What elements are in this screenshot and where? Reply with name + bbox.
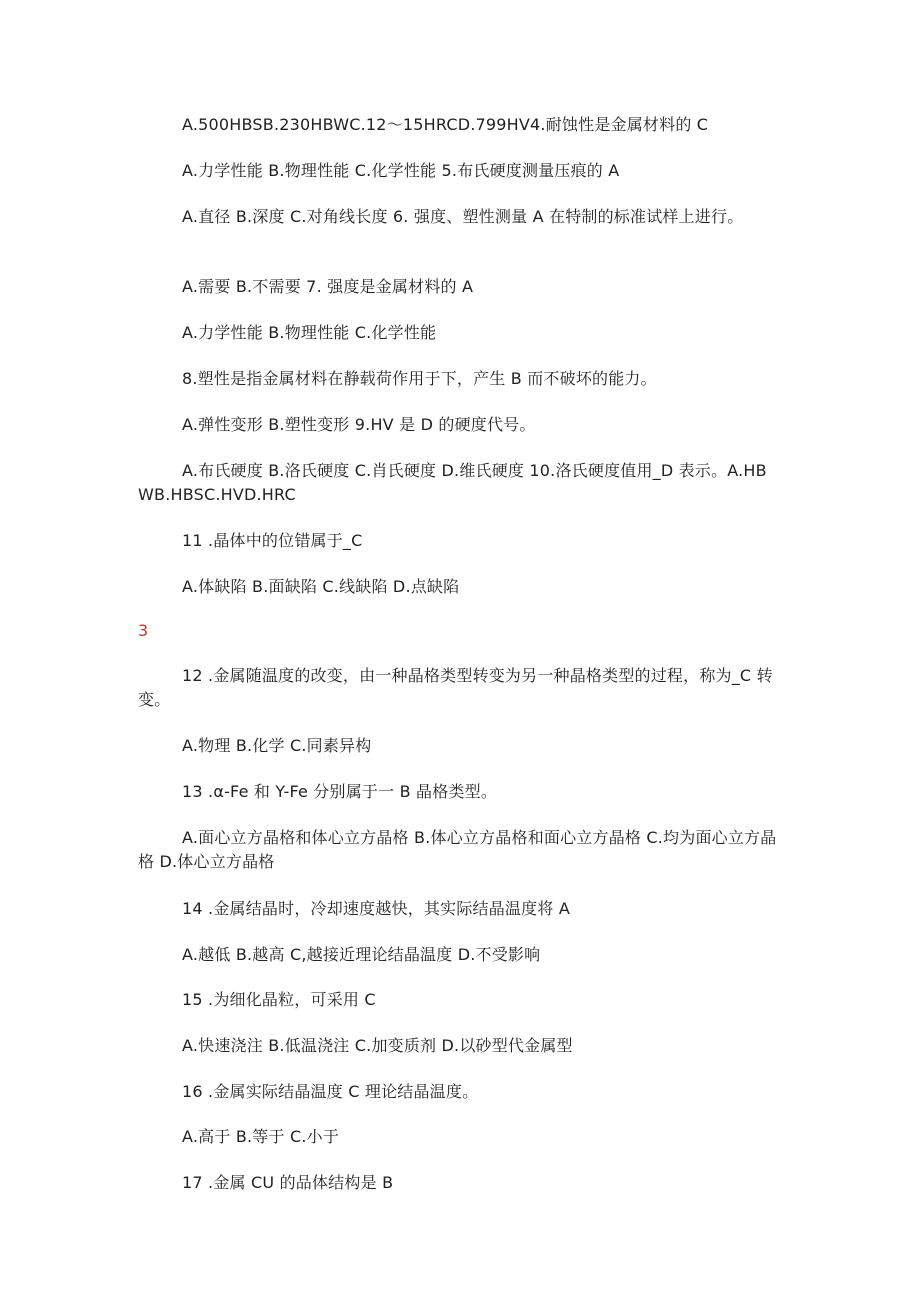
paragraph-q6: A.直径 B.深度 C.对角线长度 6. 强度、塑性测量 A 在特制的标准试样上进行。 — [182, 207, 744, 226]
paragraph-q17: 17 .金属 CU 的品体结构是 B — [182, 1173, 394, 1192]
page-number: 3 — [138, 621, 149, 640]
paragraph-q7-options: A.力学性能 B.物理性能 C.化学性能 — [182, 323, 437, 342]
paragraph-q7: A.需要 B.不需要 7. 强度是金属材料的 A — [182, 277, 474, 296]
paragraph-q14-options: A.越低 B.越高 C,越接近理论结晶温度 D.不受影响 — [182, 945, 541, 964]
paragraph-q5: A.力学性能 B.物理性能 C.化学性能 5.布氏硬度测量压痕的 A — [182, 161, 620, 180]
paragraph-q10: A.布氏硬度 B.洛氏硬度 C.肖氏硬度 D.维氏硬度 10.洛氏硬度值用_D 表示。A.HBWB.HBSC.HVD.HRC — [138, 461, 767, 504]
paragraph-q15-options: A.快速浇注 B.低温浇注 C.加变质剂 D.以砂型代金属型 — [182, 1036, 573, 1055]
paragraph-q11: 11 .晶体中的位错属于_C — [182, 531, 363, 550]
paragraph-q9: A.弹性变形 B.塑性变形 9.HV 是 D 的硬度代号。 — [182, 415, 536, 434]
paragraph-q16: 16 .金属实际结晶温度 C 理论结晶温度。 — [182, 1082, 479, 1101]
paragraph-q14: 14 .金属结晶时，冷却速度越快，其实际结晶温度将 A — [182, 899, 570, 918]
paragraph-q13-options: A.面心立方晶格和体心立方晶格 B.体心立方晶格和面心立方晶格 C.均为面心立方晶格 D.体心立方晶格 — [138, 828, 777, 871]
paragraph-q11-options: A.体缺陷 B.面缺陷 C.线缺陷 D.点缺陷 — [182, 577, 460, 596]
paragraph-q13: 13 .α-Fe 和 Y-Fe 分别属于一 B 晶格类型。 — [182, 782, 498, 801]
paragraph-q12: 12 .金属随温度的改变，由一种晶格类型转变为另一种晶格类型的过程，称为_C 转变。 — [138, 666, 773, 709]
paragraph-q4: A.500HBSB.230HBWC.12～15HRCD.799HV4.耐蚀性是金属材料的 C — [182, 115, 709, 134]
paragraph-q15: 15 .为细化晶粒，可采用 C — [182, 990, 376, 1009]
paragraph-q12-options: A.物理 B.化学 C.同素异构 — [182, 736, 372, 755]
paragraph-q16-options: A.高于 B.等于 C.小于 — [182, 1127, 340, 1146]
paragraph-q8: 8.塑性是指金属材料在静载荷作用于下，产生 B 而不破坏的能力。 — [182, 369, 657, 388]
